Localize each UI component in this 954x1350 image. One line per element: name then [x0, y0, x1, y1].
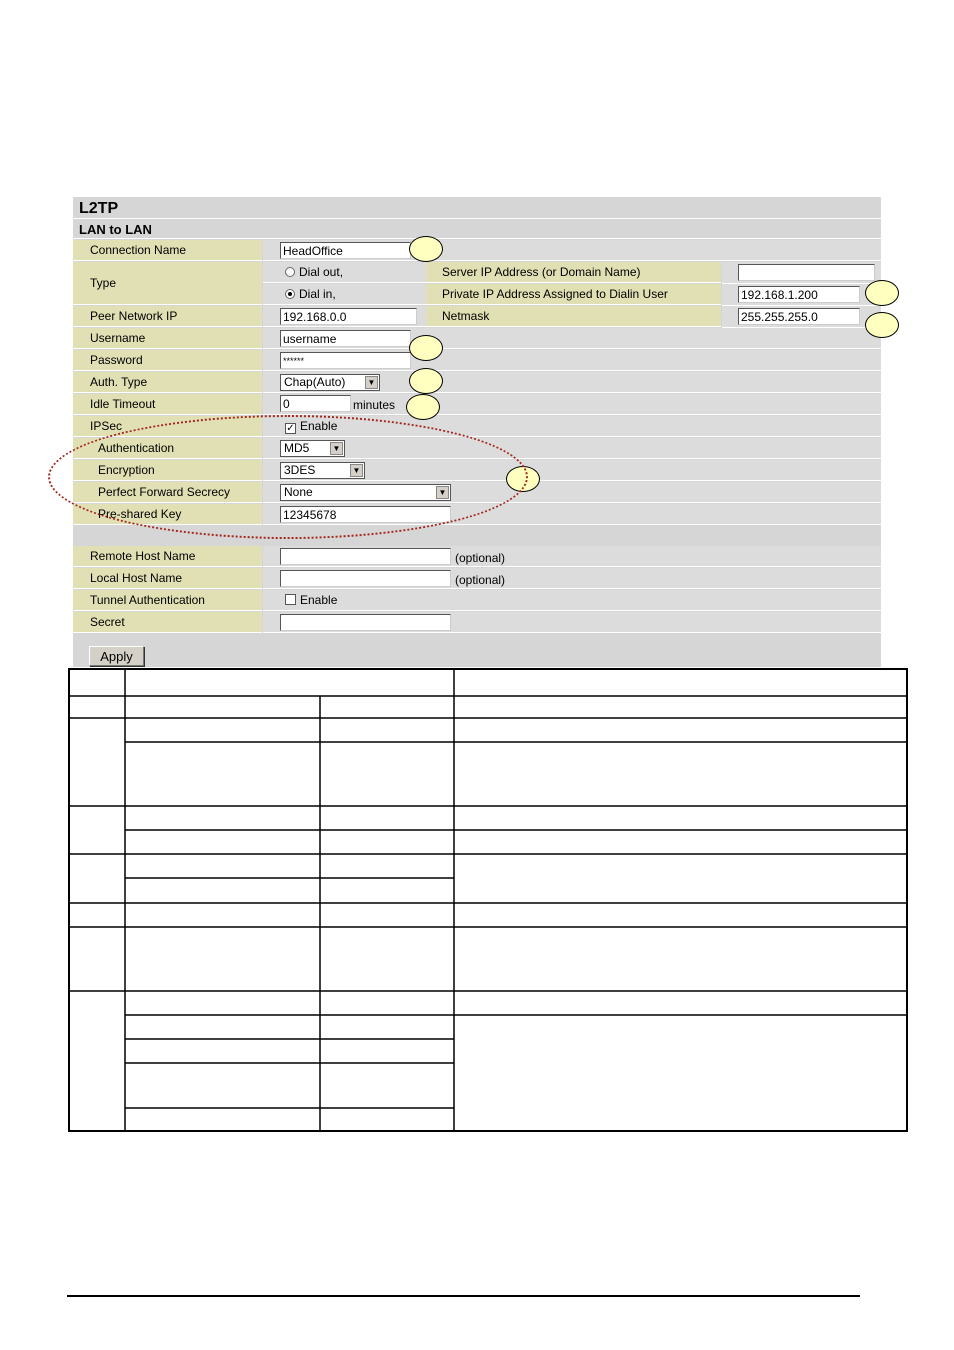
local-host-hint: (optional) — [455, 573, 506, 587]
section-title: LAN to LAN — [73, 220, 881, 239]
callout-marker — [406, 394, 440, 420]
dial-out-label: Dial out, — [299, 265, 344, 279]
server-ip-input[interactable] — [738, 264, 875, 281]
remote-host-cell — [263, 546, 881, 567]
type-label: Type — [73, 262, 262, 305]
chevron-down-icon[interactable]: ▼ — [330, 442, 343, 455]
username-label: Username — [73, 328, 262, 349]
username-cell — [263, 328, 881, 349]
callout-marker — [409, 236, 443, 262]
secret-label: Secret — [73, 612, 262, 633]
dial-in-option[interactable] — [285, 287, 336, 301]
local-host-cell — [263, 568, 881, 589]
chevron-down-icon[interactable]: ▼ — [365, 376, 378, 389]
private-ip-cell — [722, 284, 881, 306]
secret-cell — [263, 612, 881, 633]
server-ip-label: Server IP Address (or Domain Name) — [426, 262, 721, 283]
tunnel-auth-cell — [263, 590, 881, 611]
local-host-label: Local Host Name — [73, 568, 262, 589]
encryption-value: 3DES — [284, 463, 316, 477]
dial-in-label: Dial in, — [299, 287, 336, 301]
footer-rule — [67, 1295, 860, 1297]
pfs-label: Perfect Forward Secrecy — [73, 482, 262, 503]
chevron-down-icon[interactable]: ▼ — [350, 464, 363, 477]
server-ip-cell — [722, 262, 881, 284]
peer-network-ip-label: Peer Network IP — [73, 306, 262, 327]
auth-type-select[interactable] — [280, 374, 380, 391]
connection-name-input[interactable] — [280, 242, 411, 259]
authentication-label: Authentication — [73, 438, 262, 459]
dial-in-cell — [263, 284, 426, 305]
private-ip-label: Private IP Address Assigned to Dialin User — [426, 284, 721, 305]
pfs-value: None — [284, 485, 313, 499]
idle-timeout-input[interactable] — [280, 395, 351, 412]
callout-marker — [865, 312, 899, 338]
ipsec-enable-label: Enable — [300, 419, 338, 433]
auth-type-label: Auth. Type — [73, 372, 262, 393]
psk-label: Pre-shared Key — [73, 504, 262, 525]
tunnel-auth-enable-option[interactable] — [285, 593, 337, 607]
password-input[interactable] — [280, 352, 411, 369]
ipsec-highlight-ellipse — [48, 415, 528, 539]
page-title: L2TP — [73, 199, 881, 219]
connection-name-cell — [263, 240, 881, 261]
password-cell — [263, 350, 881, 371]
idle-timeout-cell — [263, 394, 881, 415]
tunnel-auth-checkbox[interactable] — [285, 594, 296, 605]
dial-out-cell — [263, 262, 426, 283]
callout-marker — [409, 368, 443, 394]
local-host-input[interactable] — [280, 570, 451, 587]
ipsec-enable-checkbox[interactable]: ✓ — [286, 423, 295, 434]
ipsec-label: IPSec — [73, 416, 262, 437]
dial-out-radio[interactable] — [285, 267, 295, 277]
idle-timeout-unit: minutes — [353, 398, 396, 412]
auth-type-cell — [263, 372, 881, 393]
netmask-input[interactable] — [738, 308, 860, 325]
username-input[interactable] — [280, 330, 411, 347]
secret-input[interactable] — [280, 614, 451, 631]
idle-timeout-label: Idle Timeout — [73, 394, 262, 415]
netmask-cell — [722, 306, 881, 328]
remote-host-label: Remote Host Name — [73, 546, 262, 567]
dial-in-radio[interactable] — [285, 289, 295, 299]
dial-out-option[interactable] — [285, 265, 343, 279]
remote-host-input[interactable] — [280, 548, 451, 565]
netmask-label: Netmask — [426, 306, 721, 327]
authentication-value: MD5 — [284, 441, 310, 455]
auth-type-value: Chap(Auto) — [284, 375, 346, 389]
apply-button[interactable]: Apply — [89, 646, 144, 666]
password-label: Password — [73, 350, 262, 371]
private-ip-input[interactable] — [738, 286, 860, 303]
connection-name-label: Connection Name — [73, 240, 262, 261]
callout-marker — [865, 280, 899, 306]
tunnel-auth-enable-label: Enable — [300, 593, 338, 607]
callout-marker — [409, 335, 443, 361]
peer-network-ip-cell — [263, 306, 426, 327]
reference-table — [68, 668, 909, 1133]
encryption-label: Encryption — [73, 460, 262, 481]
chevron-down-icon[interactable]: ▼ — [436, 486, 449, 499]
remote-host-hint: (optional) — [455, 551, 506, 565]
tunnel-auth-label: Tunnel Authentication — [73, 590, 262, 611]
peer-network-ip-input[interactable] — [280, 308, 417, 325]
